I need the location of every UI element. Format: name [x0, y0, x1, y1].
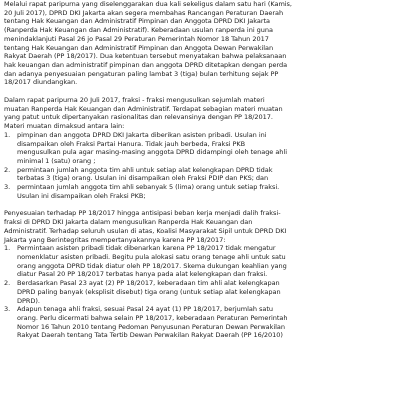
list-item-text	[17, 305, 403, 340]
paragraph-gap	[4, 87, 403, 96]
text-line: pimpinan dan anggota DPRD DKI Jakarta diberikan asisten pribadi. Usulan ini	[17, 130, 267, 139]
paragraph-gap	[4, 200, 403, 209]
list-item-number: 1.	[4, 130, 11, 139]
text-line: permintaan jumlah anggota tim ahli sebanyak 5 (lima) orang untuk setiap fraksi.	[17, 183, 280, 192]
text-line: Nomor 16 Tahun 2010 tentang Pedoman Penyusunan Peraturan Dewan Perwakilan	[17, 322, 286, 331]
list-item	[4, 131, 403, 166]
text-line: disampaikan oleh Fraksi Partai Hanura. Tidak jauh berbeda, Fraksi PKB	[17, 139, 246, 148]
text-line: Adapun tenaga ahli fraksi, sesuai Pasal 24 ayat (1) PP 18/2017, berjumlah satu	[17, 305, 273, 314]
list-item-number: 2.	[4, 279, 11, 288]
list-item-text	[17, 131, 403, 166]
list-item-text	[17, 279, 403, 305]
text-line: orang. Perlu dicermati bahwa selain PP 18/2017, keberadaan Peraturan Pemerintah	[17, 313, 288, 322]
list-item	[4, 244, 403, 279]
text-line: minimal 1 (satu) orang ;	[17, 156, 96, 165]
text-line: Berdasarkan Pasal 23 ayat (2) PP 18/2017, keberadaan tim ahli alat kelengkapan	[17, 279, 280, 288]
list-item-number: 3.	[4, 183, 11, 192]
text-line: tentang Hak Keuangan dan Administratif Pimpinan dan Anggota DPRD DKI Jakarta	[4, 17, 270, 26]
list-item-number: 2.	[4, 165, 11, 174]
list-item-text	[17, 244, 403, 279]
list-item	[4, 279, 403, 305]
text-line: DPRD).	[17, 296, 40, 305]
text-line: orang anggota DPRD tidak diatur oleh PP 18/2017. Skema dukungan keahlian yang	[17, 261, 287, 270]
text-line: yang patut untuk dipertanyakan rasionalitas dan relevansinya dengan PP 18/2017.	[4, 113, 273, 122]
list-item-number: 1.	[4, 244, 11, 253]
text-line: tentang Hak Keuangan dan Administratif Pimpinan dan Anggota Dewan Perwakilan	[4, 43, 274, 52]
text-line: Penyesuaian terhadap PP 18/2017 hingga antisipasi beban kerja menjadi dalih fraksi-	[4, 209, 281, 218]
text-line: Administratif. Terhadap seluruh usulan di atas, Koalisi Masyarakat Sipil untuk DPRD DKI	[4, 226, 287, 235]
text-line: fraksi di DPRD DKI Jakarta dalam mengusulkan Ranperda Hak Keuangan dan	[4, 218, 253, 227]
text-line: Rakyat Daerah tentang Tata Tertib Dewan Perwakilan Rakyat Daerah (PP 16/2010)	[17, 331, 283, 340]
text-line: permintaan jumlah anggota tim ahli untuk setiap alat kelengkapan DPRD tidak	[17, 165, 273, 174]
paragraph	[4, 209, 403, 340]
text-line: muatan Ranperda Hak Keuangan dan Administratif. Terdapat sebagian materi muatan	[4, 104, 283, 113]
text-line: terbatas 3 (tiga) orang. Usulan ini disampaikan oleh Fraksi PDIP dan PKS; dan	[17, 174, 269, 183]
text-line: 18/2017 diundangkan.	[4, 78, 78, 87]
list-item	[4, 305, 403, 340]
text-line: Rakyat Daerah (PP 18/2017). Dua ketentuan tersebut menyatakan bahwa pelaksanaan	[4, 52, 287, 61]
paragraph	[4, 0, 403, 87]
text-line: mengusulkan pula agar masing-masing anggota DPRD didampingi oleh tenage ahli	[17, 148, 287, 157]
list-item-text	[17, 166, 403, 183]
text-line: menindaklanjuti Pasal 26 jo Pasal 29 Peraturan Pemerintah Nomor 18 Tahun 2017	[4, 34, 269, 43]
list-item	[4, 166, 403, 183]
text-line: hak keuangan dan administratif pimpinan dan anggota DPRD ditetapkan dengan perda	[4, 60, 288, 69]
text-line: diatur Pasal 20 PP 18/2017 terbatas hanya pada alat kelengkapan dan fraksi.	[17, 270, 268, 279]
text-line: 20 Juli 2017), DPRD DKI Jakarta akan segera membahas Rancangan Peraturan Daerah	[4, 8, 284, 17]
numbered-list	[4, 244, 403, 340]
text-line: DPRD paling banyak (eksplisit disebut) tiga orang (untuk setiap alat kelengkapan	[17, 287, 281, 296]
text-line: (Ranperda Hak Keuangan dan Administratif). Keberadaan usulan ranperda ini guna	[4, 26, 273, 35]
text-line: Dalam rapat paripurna 20 Juli 2017, fraksi - fraksi mengusulkan sejumlah materi	[4, 96, 265, 105]
text-line: dan adanya penyesuaian pengaturan paling lambat 3 (tiga) bulan terhitung sejak PP	[4, 69, 279, 78]
list-item-text	[17, 183, 403, 200]
text-line: Jakarta yang Berintegritas mempertanyakannya karena PP 18/2017:	[4, 235, 226, 244]
text-line: Melalui rapat paripurna yang diselenggarakan dua kali sekeligus dalam satu hari (Kamis,	[4, 0, 292, 8]
text-line: Permintaan asisten pribadi tidak dibenarkan karena PP 18/2017 tidak mengatur	[17, 244, 276, 253]
numbered-list	[4, 131, 403, 201]
text-line: Usulan ini disampaikan oleh Fraksi PKB;	[17, 191, 146, 200]
list-item	[4, 183, 403, 200]
list-item-number: 3.	[4, 305, 11, 314]
paragraph	[4, 96, 403, 200]
text-line: Materi muatan dimaksud antara lain:	[4, 122, 125, 131]
text-line: nomenklatur asisten pribadi. Begitu pula alokasi satu orang tenage ahli untuk satu	[17, 252, 286, 261]
